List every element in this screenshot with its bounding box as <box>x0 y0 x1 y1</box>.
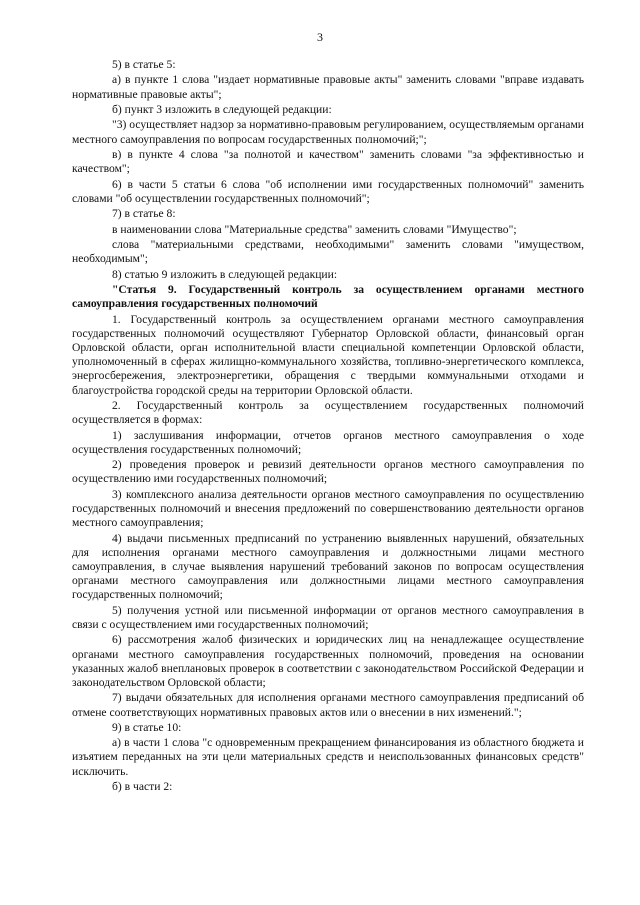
paragraph: 8) статью 9 изложить в следующей редакции: <box>112 267 338 281</box>
paragraph: 1. Государственный контроль за осуществлением органами местного самоуправления государственных полномочий осуществляют Губернатор Орловской области, финансовый орган Орловской области, орган исполнительной власти специальной компетенции Орловской области, уполномоченный в сферах жилищно-коммунального хозяйства, топливно-энергетического комплекса, энергосбережения, электроэнергетики, обращения с твердыми коммунальными отходами и благоустройства городской среды на территории Орловской области. <box>72 312 584 397</box>
paragraph: 7) выдачи обязательных для исполнения органами местного самоуправления предписаний об отмене соответствующих нормативных правовых актов или о внесении в них изменений."; <box>72 691 584 719</box>
document-body <box>72 58 584 795</box>
paragraph: 3) комплексного анализа деятельности органов местного самоуправления по осуществлению государственных полномочий и внесения предложений по совершенствованию деятельности органов местного самоуправления; <box>72 487 584 530</box>
paragraph: в наименовании слова "Материальные средства" заменить словами "Имущество"; <box>112 222 517 236</box>
paragraph: б) в части 2: <box>112 780 173 794</box>
paragraph: а) в пункте 1 слова "издает нормативные правовые акты" заменить словами "вправе издавать нормативные правовые акты"; <box>72 73 584 101</box>
paragraph: 6) в части 5 статьи 6 слова "об исполнении ими государственных полномочий" заменить словами "об осуществлении государственных полномочий"; <box>72 177 584 205</box>
paragraph: 4) выдачи письменных предписаний по устранению выявленных нарушений, обязательных для исполнения органами местного самоуправления и должностными лицами местного самоуправления, в случае выявления нарушений требований законов по вопросам осуществления органами местного самоуправления или должностными лицами местного самоуправления государственных полномочий; <box>72 531 584 602</box>
paragraph: "3) осуществляет надзор за нормативно-правовым регулированием, осуществляемым органами местного самоуправления по вопросам государственных полномочий;"; <box>72 118 584 146</box>
paragraph: 5) в статье 5: <box>112 58 176 71</box>
paragraph: 9) в статье 10: <box>112 720 182 734</box>
paragraph: б) пункт 3 изложить в следующей редакции: <box>112 102 332 116</box>
paragraph: 6) рассмотрения жалоб физических и юридических лиц на ненадлежащее осуществление органами местного самоуправления государственных полномочий, проведения на основании указанных жалоб внеплановых проверок в соответствии с законодательством Российской Федерации и законодательством Орловской области; <box>72 633 584 689</box>
paragraph: слова "материальными средствами, необходимыми" заменить словами "имуществом, необходимым"; <box>72 237 584 266</box>
paragraph: в) в пункте 4 слова "за полнотой и качеством" заменить словами "за эффективностью и качеством"; <box>72 147 584 176</box>
paragraph: 1) заслушивания информации, отчетов органов местного самоуправления о ходе осуществления государственных полномочий; <box>72 428 584 456</box>
paragraph: а) в части 1 слова "с одновременным прекращением финансирования из областного бюджета и изъятием переданных на эти цели материальных средств и неиспользованных финансовых средств" исключить. <box>72 736 584 778</box>
paragraph: 2) проведения проверок и ревизий деятельности органов местного самоуправления по осуществлению ими государственных полномочий; <box>72 458 584 486</box>
article-heading: "Статья 9. Государственный контроль за осуществлением органами местного самоуправления государственных полномочий <box>72 282 584 311</box>
paragraph: 2. Государственный контроль за осуществлением государственных полномочий осуществляется в формах: <box>72 398 584 427</box>
paragraph: 7) в статье 8: <box>112 207 176 221</box>
paragraph: 5) получения устной или письменной информации от органов местного самоуправления в связи с осуществлением ими государственных полномочий; <box>72 603 584 631</box>
page-number: 3 <box>317 30 323 44</box>
